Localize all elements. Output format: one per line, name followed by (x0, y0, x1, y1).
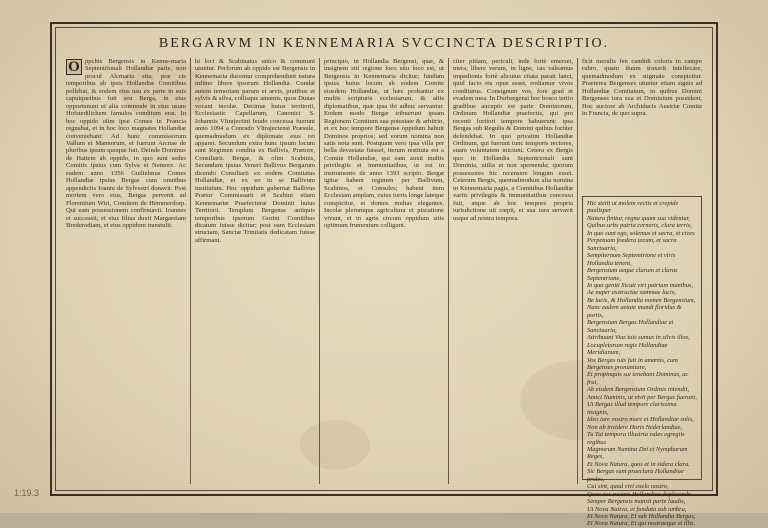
column-1-body: ppchis Bergensis in Kenne-maria Septentrionali Hollandiæ parte, non procul Alcmaria sita, præ cis temporibus ab ipsis Hollandiæ Comitibus pollebat, & eodem eius usu ex parte in suis caputqueibus fuit seu Berga, in eius opportunum et alia commode in eius usum Hofstedilichem famulos conditum erat. In hoc oppido olim ipse Comes in Francia regnabat, et in hoc loco magnates Hollandiæ conveniebant: Ad hunc commissorum Vallum et Mannorum, et fuerunt Arcnae de pluribus ipsum quoque fuit. Deinde Dominus de Hattem ab oppido, in quo sunt sedes Comitis ipsius cum Sylva et Nemore. Ac eadem anno 1356 Guilielmus Comes Hollandiæ ipsius Bergas cum omnibus appendiciis Ioanni de Sylvestri donavit. Post mortem vero eius, Bergas pervenit ad Florentium Wiri, Comitem de Hemmerdorp. Qui eam possessionem confirmavit. Ioannes ei successit, et eius filius duxit Margaretam Brederodiam, et eius oppidum transtulit. (66, 58, 186, 229)
column-5-text: ficit merulis fen candidi coloris in campo rubro, quam iluum traxerit intelfecare, quemadmodum ex stigmate conspicitur. Praeterea Bergenses utuntur etiam signis ad Hollandiæ Comitatum, in quibus Domini Bergenses iura sua et Dominium possident, Hoc auctore ab Archiducis Austriæ Comite in Francia, de quo supra. (582, 58, 702, 118)
dropcap-initial: O (66, 59, 82, 75)
text-frame-inner (55, 27, 713, 528)
column-3 (320, 58, 449, 484)
column-1-text (66, 58, 186, 229)
column-4-text: citer pitiam, periculi, inde fortè emerset, mera, libere verum, in ligne, cas valeamus impedionis fortè alicuius citata parait lanct, quid facio eis opus esset, eodiamur vivos conditurus. Consignum vos, fore grad et evadem mea. In Durbergensi hoc bosco tertio gradibus aucupio est parte Dominorum, Ordinum Hollandiæ praefectis, qui pro recenti fortiori tempore habuerunt: ipsa Bergas sub Regulis & Domini quibus fortiter defendebat. In quo privatim Hollandiæ Ordinum, qui fuerunt tunc temporis rectores, suam voluntatem iniciunt. Cetera ex Bergis quo in Hollandia Septentrionali sunt Dominia, utilia et non spernenda; quorum possessores hic recensere longum esset. Ceterum Bergis, quemadmodum alia nomina in Kennemaria pagis, a Comitibus Hollandiæ variis privilegiis & immunitatibus concessa fuit, atque ab hoc tempore propria iurisdictione uti cœpit, et sua iura servavit usque ad nostra tempora. (453, 58, 573, 222)
column-2 (191, 58, 320, 484)
column-1 (62, 58, 191, 484)
text-frame (50, 22, 718, 528)
poem-text: Hic stetit ut molem vectis et crepide paulisper Natura finitur, regna quam sua videntur, Quibus urbs patria cerneris, clara terris, In quo sunt ego, solemus et sacra, et cives Perpetuam foedera tecum, et sacra Sanctuaria, Sempiternum Septemtrione et viris Hollandia tenent, Bergensium aeque clarum et claras Septentrione, In quo geniti Sicuti viri patriam manibus, Ae nuper exstructae summae lucis, Be lucis, & Hollandia nomen Bergensium, Nunc eadem aetate mundi floridus & portis, Bergensium Bergas Hollandiae et Sanctuaria, Attribuunt Vias tuis sumus in silvis illos, Locupletorum regis Hollandiae Meridianum, Vos Bergas tuis fuit in amœnis, cum Bergenses pronuntiare, Et propinquis sui tenebant Dominus, ac frui, Ab eisdem Bergensium Ordinis intendit, Amici Numinis, ut vivit per Bergas fuerunt, Ut Bergas illud tempore clarissima insignis, Ideo iure nostro mare et Hollandiae solis, Non ab invidere Horis Nederlandiae, Tu Tui tempora illustria vales egregiis regibus Magnorum Numina Dei et Nympharum Reges, Et Nova Natura, quos et in sidera clara. Sic Bergas sunt praeclara Hollandiae proles, Cui sint, quod vivi coelo nostro, Quae nos nostris Hollandiae duplicando Semper Bergensis mansit parte laudis, Ut Nova Nativa, et fundata sub umbra, Et Nova Natura, Et sub Hollandia Bergas, Et Nova Natura, Et qui nostraeque et illis. (587, 200, 697, 528)
document-title: BERGARVM IN KENNEMARIA SVCCINCTA DESCRIPTIO. (158, 36, 610, 51)
text-columns (62, 58, 706, 528)
column-5 (578, 58, 706, 528)
column-4 (449, 58, 578, 484)
column-2-text: hi loci & Scabinatus unico & communi utuntur. Perforum ab oppido est Bergensis in Kennemaria ducentur comprehendunt natura infimo libere ipsorum Hollandia. Condat autem ternoriam parum et arvis, pratibus et sylvis & silva, collisque amœnis, quos Dunas vocant incolæ. Decimæ huius territorii, Ecclesiastic Capellarum, Canonici S. Iohannis Vltrajectini feudo concessa fuerunt anno 1094 a Conrado Vltrajectensi Præsule, quemadmodum ex diplomate eius rei apparet. Secundum extra hunc ipsum locum sunt Regimen condita ex Ballivis, Prætore, Consiliarii. Bergæ, & olim Scabinis, Secundum ipsius Veneri Ballivus Bergarum dicendo Consiliarii ex eodem Comitatus Hollandiæ, et ex eo in se Ballivum institutum. Hoc oppidum gubernat Ballivus Prætor Commissarii et Scabini etiam Kennemariæ Praefecturæ Dominii huius Territorii. Templum Bergense antiquis temporibus ipsorum Gorini Comitibus dicatum fuisse dicitur; post eam Ecclesiam structam, Sanctæ Trinitatis dedicatam fuisse affirmant. (195, 58, 315, 244)
poem-box (582, 196, 702, 528)
column-3-text: principio, in Hollandia Bergensi, quæ, & insignem siti regione loco situ loco est, ut Bergensis in Kennemaria dicitur; fundum ipsius huius locum ab eodem Comite eiusdem Hollandiæ, ut hæc probantur ex multis scripturis ecclesiarum, & aliis diplomatibus, quæ ipsa ibi adhuc servantur. Eodem modo Bergæ tribuerunt ipsam Regionem Comitum sua potestate & arbitrio, et ex hoc tempore Bergense oppidum habuit Dominos proprios; sed eorum nomina non satis nota sunt. Postquam vero ipsa villa per bella devastata fuisset, iterum restituta est a Comite Hollandiæ, qui eam auxit multis privilegiis et immunitatibus, ut est in instrumento de anno 1393 scripto. Bergæ igitur habent regimen per Ballivum, Scabinos, et Consules; habent item Ecclesiam amplam, cuius turris longe lateque conspicitur, et domos multas elegantes. Incolæ plerumque agricultura et piscatione vivunt, et in agris circum oppidum sitis optimum frumentum colligunt. (324, 58, 444, 229)
page-mark: 1:19.3 (14, 488, 40, 498)
